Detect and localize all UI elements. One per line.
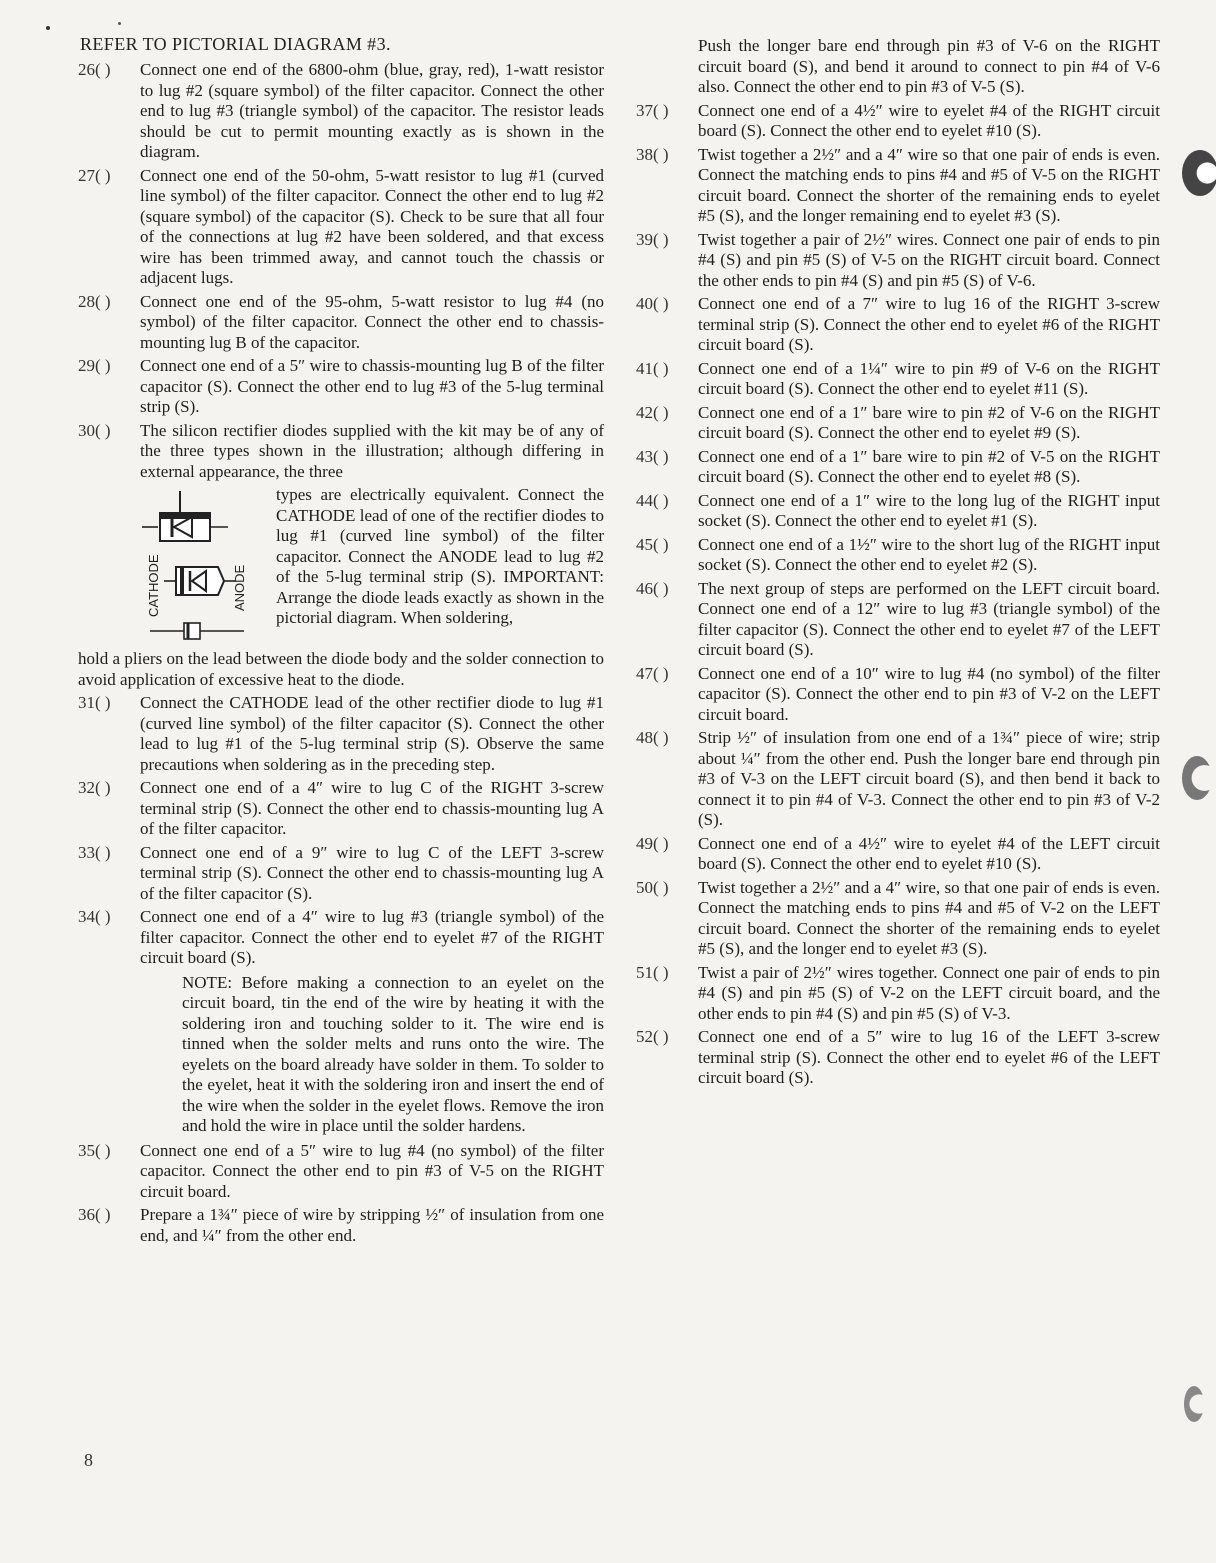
step-text: Connect one end of a 7″ wire to lug 16 of the RIGHT 3-screw terminal strip (S). Connect the other end to eyelet #6 of the RIGHT circuit board (S).: [698, 294, 1160, 354]
step-item: [78, 356, 604, 418]
step-text: Strip ½″ of insulation from one end of a 1¾″ piece of wire; strip about ¼″ from the other end. Push the longer bare end through pin #3 of V-3 on the LEFT circuit board (S), and then bend it back to connect it to pin #4 of V-3. Connect the other end to pin #3 of V-2 (S).: [698, 728, 1160, 829]
step-number: 43( ): [636, 446, 669, 466]
step-number: 46( ): [636, 578, 669, 598]
step-text: Connect one end of the 50-ohm, 5-watt resistor to lug #1 (curved line symbol) of the filter capacitor. Connect the other end to lug #2 (square symbol) of the capacitor (S). Check to be sure that all four of the connections at lug #2 have been soldered, and that excess wire has been trimmed away, and cannot touch the chassis or adjacent lugs.: [140, 165, 604, 287]
step-item: [636, 230, 1160, 292]
step-text: Connect one end of a 4″ wire to lug #3 (triangle symbol) of the filter capacitor. Connect the other end to eyelet #7 of the RIGHT circuit board (S).: [140, 907, 604, 967]
step-text: Connect one end of a 9″ wire to lug C of the LEFT 3-screw terminal strip (S). Connect the other end to chassis-mounting lug A of the filter capacitor (S).: [140, 842, 604, 903]
step-item: [636, 101, 1160, 142]
step-item: [636, 664, 1160, 726]
step-number: 42( ): [636, 402, 669, 422]
step-number: 33( ): [78, 842, 111, 862]
step-text: Connect the CATHODE lead of the other rectifier diode to lug #1 (curved line symbol) of the filter capacitor (S). Connect the other lead to lug #1 of the 5-lug terminal strip (S). Observe the same precautions when soldering as in the preceding step.: [140, 693, 604, 774]
step-item: [78, 778, 604, 840]
step-item: [78, 166, 604, 289]
step-number: 31( ): [78, 693, 111, 712]
step-text: Twist together a pair of 2½″ wires. Connect one pair of ends to pin #4 (S) and pin #5 (S) of V-5 on the RIGHT circuit board. Connect the other ends to pin #4 (S) and pin #5 (S) of V-6.: [698, 229, 1160, 290]
diode-illustration: [140, 485, 276, 649]
step-text: The next group of steps are performed on the LEFT circuit board. Connect one end of a 12″ wire to lug #3 (triangle symbol) of the filter capacitor (S). Connect the other end to eyelet #7 of the LEFT circuit board (S).: [698, 578, 1160, 659]
step-number: 47( ): [636, 663, 669, 683]
binder-hole: [1182, 150, 1216, 196]
step-item: [636, 1027, 1160, 1089]
step-text: Connect one end of a 1¼″ wire to pin #9 of V-6 on the RIGHT circuit board (S). Connect the other end to eyelet #11 (S).: [698, 358, 1160, 398]
step-text: Twist together a 2½″ and a 4″ wire so that one pair of ends is even. Connect the matching ends to pins #4 and #5 of V-5 on the RIGHT circuit board. Connect the shorter of the remaining ends to eyelet #5 (S), and the longer remaining end to eyelet #3 (S).: [698, 144, 1160, 225]
step-item: [636, 145, 1160, 227]
step-number: 34( ): [78, 907, 111, 926]
step-text: Prepare a 1¾″ piece of wire by stripping ½″ of insulation from one end, and ¼″ from the other end.: [140, 1205, 604, 1245]
step-number: 51( ): [636, 962, 669, 982]
step-text: Twist a pair of 2½″ wires together. Connect one pair of ends to pin #4 (S) and pin #5 (S) of V-2 on the LEFT circuit board, and the other ends to pin #4 (S) and pin #5 (S) of V-3.: [698, 962, 1160, 1023]
right-column: [636, 36, 1160, 1092]
step-number: 30( ): [78, 420, 111, 440]
step-text: Connect one end of the 95-ohm, 5-watt resistor to lug #4 (no symbol) of the filter capacitor. Connect the other end to chassis-mounting lug B of the capacitor.: [140, 291, 604, 352]
step-30: [78, 421, 604, 483]
soldering-note: NOTE: Before making a connection to an eyelet on the circuit board, tin the end of the wire by heating it with the soldering iron and touching solder to it. The wire end is tinned when the solder melts and runs onto the wire. The eyelets on the board already have solder in them. To solder to the eyelet, heat it with the soldering iron and insert the end of the wire when the solder in the eyelet flows. Remove the iron and hold the wire in place until the solder hardens.: [182, 972, 604, 1135]
step-item: [78, 292, 604, 354]
step-36-continued: Push the longer bare end through pin #3 of V-6 on the RIGHT circuit board (S), and bend it around to connect to pin #4 of V-6 also. Connect the other end to pin #3 of V-5 (S).: [698, 36, 1160, 96]
step-number: 39( ): [636, 229, 669, 249]
step-number: 27( ): [78, 165, 111, 185]
left-column: [78, 60, 604, 1249]
step-item: [78, 907, 604, 969]
step-item: [78, 843, 604, 905]
binder-hole: [1182, 756, 1212, 800]
step-number: 36( ): [78, 1205, 111, 1224]
step-text: Connect one end of a 5″ wire to chassis-mounting lug B of the filter capacitor (S). Connect the other end to lug #3 of the 5-lug terminal strip (S).: [140, 356, 604, 416]
diode-illustration-block: [140, 485, 604, 649]
step-text: Twist together a 2½″ and a 4″ wire, so that one pair of ends is even. Connect the matching ends to pins #4 and #5 of V-2 on the LEFT circuit board. Connect the shorter of the remaining ends to eyelet #5 (S), and the longer end to eyelet #3 (S).: [698, 877, 1160, 958]
step-item: [78, 1141, 604, 1203]
step-text: Connect one end of a 4½″ wire to eyelet #4 of the RIGHT circuit board (S). Connect the other end to eyelet #10 (S).: [698, 100, 1160, 140]
step-item: [78, 1205, 604, 1246]
step-item: [636, 963, 1160, 1025]
step-text: Connect one end of a 1″ wire to the long lug of the RIGHT input socket (S). Connect the other end to eyelet #1 (S).: [698, 490, 1160, 530]
step-item: [636, 535, 1160, 576]
step-text: Connect one end of a 1″ bare wire to pin #2 of V-6 on the RIGHT circuit board (S). Connect the other end to eyelet #9 (S).: [698, 402, 1160, 442]
step-item: [636, 491, 1160, 532]
step-item: [636, 878, 1160, 960]
step-item: [636, 294, 1160, 356]
step-number: 45( ): [636, 534, 669, 554]
step-number: 52( ): [636, 1027, 669, 1046]
page-number: 8: [84, 1450, 93, 1470]
step-number: 28( ): [78, 291, 111, 311]
step-text: Connect one end of a 5″ wire to lug #4 (no symbol) of the filter capacitor. Connect the other end to pin #3 of V-5 on the RIGHT circuit board.: [140, 1140, 604, 1201]
step-number: 41( ): [636, 358, 669, 378]
step-number: 26( ): [78, 60, 111, 79]
step-item: [636, 728, 1160, 831]
step-text: Connect one end of a 4½″ wire to eyelet #4 of the LEFT circuit board (S). Connect the other end to eyelet #10 (S).: [698, 833, 1160, 873]
step-text: Connect one end of a 1″ bare wire to pin #2 of V-5 on the RIGHT circuit board (S). Connect the other end to eyelet #8 (S).: [698, 446, 1160, 486]
section-heading: REFER TO PICTORIAL DIAGRAM #3.: [80, 34, 391, 54]
scan-speck: [118, 22, 121, 25]
step-item: [78, 60, 604, 163]
scan-speck: [46, 26, 50, 30]
step-text: Connect one end of a 10″ wire to lug #4 (no symbol) of the filter capacitor (S). Connect the other end to pin #3 of V-2 on the LEFT circuit board.: [698, 663, 1160, 724]
rectifier-diode-figure: [140, 485, 276, 649]
step-text: The silicon rectifier diodes supplied with the kit may be of any of the three types shown in the illustration; although differing in external appearance, the three: [140, 420, 604, 481]
step-text: hold a pliers on the lead between the diode body and the solder connection to avoid application of excessive heat to the diode.: [78, 649, 604, 689]
step-item: [636, 359, 1160, 400]
step-item: [636, 834, 1160, 875]
step-number: 38( ): [636, 144, 669, 164]
cathode-label: CATHODE: [146, 554, 161, 617]
step-number: 37( ): [636, 100, 669, 120]
step-number: 49( ): [636, 833, 669, 853]
step-number: 44( ): [636, 490, 669, 510]
binder-hole: [1184, 1386, 1204, 1422]
step-text: Connect one end of a 5″ wire to lug 16 of the LEFT 3-screw terminal strip (S). Connect the other end to eyelet #6 of the LEFT circuit board (S).: [698, 1027, 1160, 1087]
step-text: types are electrically equivalent. Connect the CATHODE lead of one of the rectifier diodes to lug #1 (curved line symbol) of the filter capacitor. Connect the ANODE lead to lug #2 of the 5-lug terminal strip (S). IMPORTANT: Arrange the diode leads exactly as shown in the pictorial diagram. When soldering,: [276, 485, 604, 627]
step-item: [78, 693, 604, 775]
step-number: 35( ): [78, 1140, 111, 1160]
step-number: 50( ): [636, 877, 669, 897]
step-number: 32( ): [78, 778, 111, 797]
step-text: Connect one end of a 1½″ wire to the short lug of the RIGHT input socket (S). Connect the other end to eyelet #2 (S).: [698, 534, 1160, 574]
step-number: 40( ): [636, 294, 669, 313]
step-item: [636, 579, 1160, 661]
step-item: [636, 447, 1160, 488]
step-number: 29( ): [78, 356, 111, 375]
anode-label: ANODE: [232, 564, 247, 611]
step-text: Connect one end of the 6800-ohm (blue, gray, red), 1-watt resistor to lug #2 (square symbol) of the filter capacitor. Connect the other end to lug #3 (triangle symbol) of the capacitor. The resistor leads should be cut to permit mounting exactly as is shown in the diagram.: [140, 60, 604, 161]
step-text: Connect one end of a 4″ wire to lug C of the RIGHT 3-screw terminal strip (S). Connect the other end to chassis-mounting lug A of the filter capacitor.: [140, 778, 604, 838]
step-item: [636, 403, 1160, 444]
step-number: 48( ): [636, 728, 669, 747]
